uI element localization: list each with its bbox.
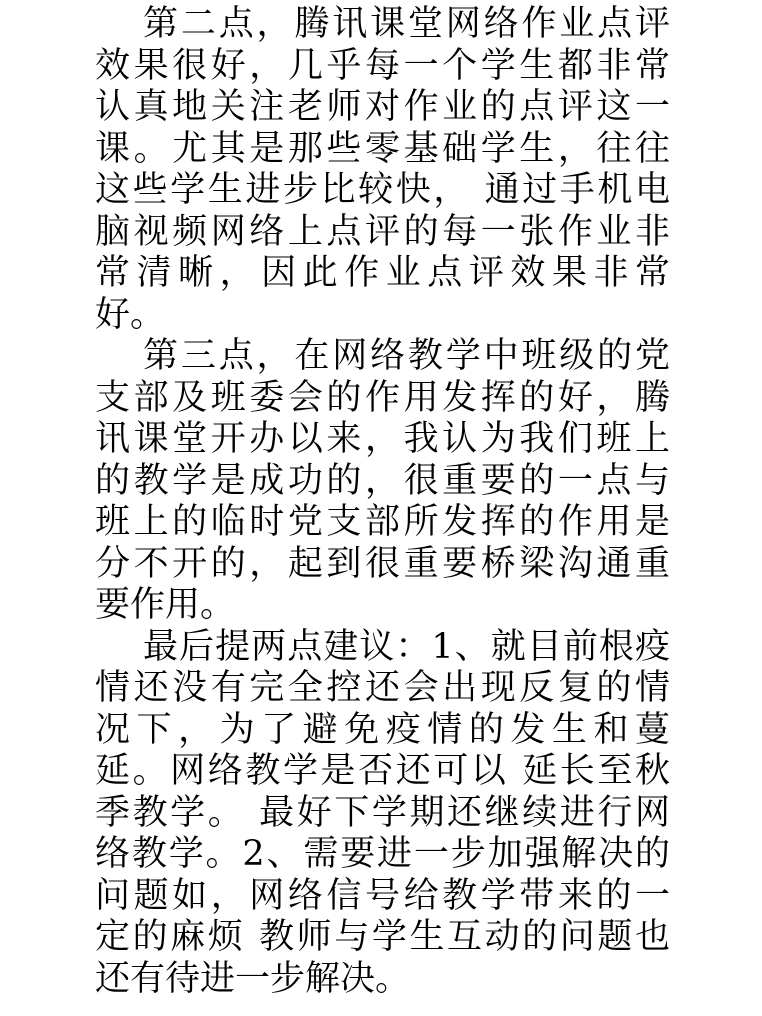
text-line: 还有待进一步解决。 xyxy=(95,958,411,999)
text-line: 第二点，腾讯课堂网络作业点评 xyxy=(143,4,670,44)
text-line: 最后提两点建议：1、就目前根疫 xyxy=(143,626,670,667)
text-line: 的教学是成功的，很重要的一点与 xyxy=(95,460,670,501)
paragraph-3 xyxy=(95,336,670,627)
paragraph-2 xyxy=(95,4,670,336)
text-line: 问题如，网络信号给教学带来的一 xyxy=(95,875,670,916)
text-line: 认真地关注老师对作业的点评这一 xyxy=(95,87,670,127)
text-line: 情还没有完全控还会出现反复的情 xyxy=(95,668,670,708)
text-line: 常清晰，因此作业点评效果非常 xyxy=(95,253,670,293)
paragraph-suggestions xyxy=(95,627,670,1001)
text-line: 班上的临时党支部所发挥的作用是 xyxy=(95,502,670,542)
document-page xyxy=(95,4,670,1000)
text-line: 这些学生进步比较快， 通过手机电 xyxy=(95,170,670,210)
text-line: 分不开的，起到很重要桥梁沟通重 xyxy=(95,543,670,584)
text-line: 络教学。2、需要进一步加强解决的 xyxy=(95,834,670,874)
text-line: 第三点，在网络教学中班级的党 xyxy=(143,336,670,376)
text-line: 好。 xyxy=(95,294,166,335)
text-line: 定的麻烦 教师与学生互动的问题也 xyxy=(95,917,670,957)
text-line: 延。网络教学是否还可以 延长至秋 xyxy=(95,751,670,791)
text-line: 课。尤其是那些零基础学生，往往 xyxy=(95,128,670,169)
text-line: 支部及班委会的作用发挥的好，腾 xyxy=(95,377,670,418)
text-line: 讯课堂开办以来，我认为我们班上 xyxy=(95,419,670,459)
text-line: 脑视频网络上点评的每一张作业非 xyxy=(95,211,670,252)
text-line: 季教学。 最好下学期还继续进行网 xyxy=(95,792,670,833)
text-line: 效果很好，几乎每一个学生都非常 xyxy=(95,45,670,86)
text-line: 要作用。 xyxy=(95,585,236,625)
text-line: 况下，为了避免疫情的发生和蔓 xyxy=(95,709,670,750)
